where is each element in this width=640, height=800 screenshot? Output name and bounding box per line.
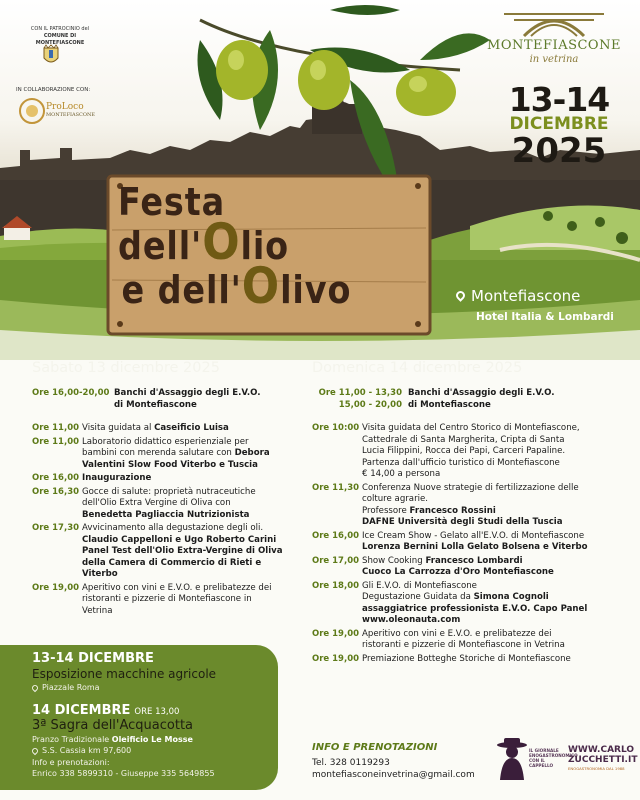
sponsor-website[interactable]: WWW.CARLO ZUCCHETTI.IT [568, 745, 638, 765]
venue-hotel: Hotel Italia & Lombardi [476, 311, 614, 323]
list-item [312, 483, 628, 529]
event-text-bold: Simona Cognoli assaggiatrice professionista E.V.O. Capo Panel www.oleonauta.com [362, 592, 588, 625]
machines-place-row [32, 683, 100, 692]
sagra-place: S.S. Cassia km 97,600 [42, 746, 132, 755]
event-text [82, 437, 302, 472]
event-text-bold: Benedetta Pagliaccia Nutrizionista [82, 509, 250, 520]
event-text-part: Visita guidata al [82, 423, 155, 433]
list-item [32, 523, 302, 581]
event-time: Ore 11,30 [312, 482, 360, 493]
sponsor-since: ENOGASTRONOMIA DAL 1988 [568, 766, 625, 771]
venue-town-row [456, 286, 580, 305]
machines-date: 13-14 DICEMBRE [32, 651, 154, 666]
contact-email[interactable]: montefiasconeinvetrina@gmail.com [312, 770, 475, 780]
event-text [362, 581, 628, 627]
machines-title: Esposizione macchine agricole [32, 667, 217, 681]
event-text-part: Show Cooking [362, 555, 426, 566]
sunday-program [312, 388, 628, 667]
saturday-heading: Sabato 13 dicembre 2025 [32, 360, 220, 376]
sagra-date-row [32, 703, 179, 718]
hat-man-logo-icon [494, 736, 530, 780]
event-time: Ore 16,00 [32, 473, 80, 483]
list-item [312, 423, 628, 481]
event-text-part: Gocce di salute: proprietà nutraceutiche dell'Olio Extra Vergine di Oliva con [82, 486, 256, 508]
event-text-bold: Inaugurazione [82, 473, 152, 483]
sagra-subtitle [32, 735, 193, 744]
sagra-time: ORE 13,00 [134, 707, 180, 717]
list-item [312, 388, 628, 411]
list-item [312, 629, 628, 652]
event-text: Visita guidata del Centro Storico di Montefiascone, Cattedrale di Santa Margherita, Cripta di Santa Lucia Filippini, Rocca dei Papi, Carceri Papaline. Partenza dall'ufficio turistico di Montefiascone € 14,00 a persona [362, 423, 580, 479]
sagra-title: 3ª Sagra dell'Acquacotta [32, 718, 194, 733]
event-text: Banchi d'Assaggio degli E.V.O. di Montefiascone [408, 388, 555, 410]
event-text [82, 473, 302, 485]
list-item [312, 581, 628, 627]
event-text-part: Gli E.V.O. di Montefiascone Degustazione Guidata da [362, 580, 477, 602]
event-time: Ore 19,00 [312, 628, 360, 639]
patronage-line1: CON IL PATROCINIO del [30, 26, 90, 32]
event-text: Aperitivo con vini e E.V.O. e prelibatezze dei ristoranti e pizzerie di Montefiascone in Vetrina [82, 582, 272, 616]
sagra-place-row [32, 746, 131, 755]
event-text-part: Laboratorio didattico esperienziale per bambini con merenda salutare con [82, 436, 249, 458]
machines-place: Piazzale Roma [42, 683, 100, 692]
event-text-bold: Francesco Lombardi Cuoco La Carrozza d'Oro Montefiascone [362, 555, 554, 577]
list-item [312, 654, 628, 666]
event-text-part: Avvicinamento alla degustazione degli oli. [82, 523, 264, 533]
event-text [82, 487, 302, 522]
event-title-line2 [118, 257, 400, 315]
event-text-bold: Lorenza Bernini Lolla Gelato Bolsena e Viterbo [362, 542, 588, 552]
event-title-line1 [118, 180, 290, 271]
event-time: Ore 16,00-20,00 [32, 388, 110, 398]
event-text-bold: Francesco Rossini DAFNE Università degli Studi della Tuscia [362, 505, 563, 527]
sagra-info [32, 757, 215, 779]
event-text [362, 531, 628, 554]
event-text [82, 523, 302, 581]
event-time: Ore 16,00 [312, 530, 360, 541]
event-time: Ore 11,00 [32, 423, 80, 433]
title1-post: lio [240, 224, 290, 268]
title2-o: O [241, 257, 281, 315]
proloco-logo-text [46, 103, 95, 119]
event-time: Ore 19,00 [312, 653, 360, 664]
date-range: 13-14 [508, 80, 610, 119]
comune-crest-icon [38, 44, 64, 66]
event-time: Ore 11,00 [32, 436, 80, 447]
event-text [362, 483, 628, 529]
collaboration-label: IN COLLABORAZIONE CON: [16, 87, 91, 93]
title2-post: livo [280, 268, 352, 312]
sagra-info-label: Info e prenotazioni: [32, 758, 110, 767]
event-title [118, 180, 400, 315]
event-text: Premiazione Botteghe Storiche di Montefiascone [362, 653, 571, 664]
list-item [32, 473, 302, 485]
location-pin-icon [454, 289, 467, 302]
venue-town: Montefiascone [471, 287, 581, 305]
event-time: Ore 16,30 [32, 486, 80, 497]
proloco-main: ProLoco [46, 102, 84, 112]
saturday-program [32, 388, 302, 619]
title2-pre: e dell' [121, 268, 242, 312]
title1-o: O [202, 213, 241, 271]
event-text-bold: Debora Valentini Slow Food Viterbo e Tuscia [82, 448, 270, 470]
date-month: DICEMBRE [509, 114, 609, 134]
sponsor-tagline: IL GIORNALE ENOGASTRONOMICO CON IL CAPPELLO [529, 748, 578, 768]
location-pin-icon [31, 683, 39, 691]
contact-phone[interactable]: Tel. 328 0119293 [312, 758, 390, 768]
event-text-part: Conferenza Nuove strategie di fertilizzazione delle colture agrarie. Professore [362, 482, 579, 516]
date-year: 2025 [511, 131, 607, 171]
title1-pre: Festa dell' [118, 180, 226, 268]
event-time: Ore 19,00 [32, 582, 80, 593]
brand-subtitle: in vetrina [529, 54, 579, 65]
patronage-line2: COMUNE DI MONTEFIASCONE [35, 33, 85, 46]
event-time: Ore 17,30 [32, 523, 80, 533]
sunday-heading: Domenica 14 dicembre 2025 [312, 360, 523, 376]
event-text: Banchi d'Assaggio degli E.V.O. di Montefiascone [114, 388, 261, 410]
list-item [32, 423, 302, 435]
list-item [32, 487, 302, 522]
event-text-bold: Caseificio Luisa [154, 423, 229, 433]
list-item [32, 388, 302, 411]
list-item [32, 437, 302, 472]
list-item [312, 556, 628, 579]
sagra-date: 14 DICEMBRE [32, 703, 131, 718]
event-text: Aperitivo con vini e E.V.O. e prelibatezze dei ristoranti e pizzerie di Montefiascone in Vetrina [362, 628, 565, 650]
event-text [362, 556, 628, 579]
sagra-sub-pre: Pranzo Tradizionale [32, 735, 112, 744]
sagra-sub-bold: Oleificio Le Mosse [111, 735, 193, 744]
event-time: Ore 10:00 [312, 423, 360, 433]
list-item [32, 583, 302, 618]
event-time: Ore 17,00 [312, 555, 360, 566]
event-time: Ore 11,00 - 13,30 15,00 - 20,00 [318, 388, 402, 410]
event-text-part: Ice Cream Show - Gelato all'E.V.O. di Montefiascone [362, 530, 585, 541]
contact-heading: INFO E PRENOTAZIONI [312, 742, 438, 753]
brand-title: MONTEFIASCONE [487, 38, 621, 53]
sagra-info-phones: Enrico 338 5899310 - Giuseppe 335 5649855 [32, 769, 215, 778]
location-pin-icon [31, 746, 39, 754]
proloco-sub: MONTEFIASCONE [46, 112, 96, 118]
event-text-bold: Claudio Cappelloni e Ugo Roberto Carini Panel Test dell'Olio Extra-Vergine di Oliva della Camera di Commercio di Rieti e Viterbo [82, 534, 283, 579]
event-time: Ore 18,00 [312, 580, 360, 591]
event-text [82, 423, 302, 435]
list-item [312, 531, 628, 554]
